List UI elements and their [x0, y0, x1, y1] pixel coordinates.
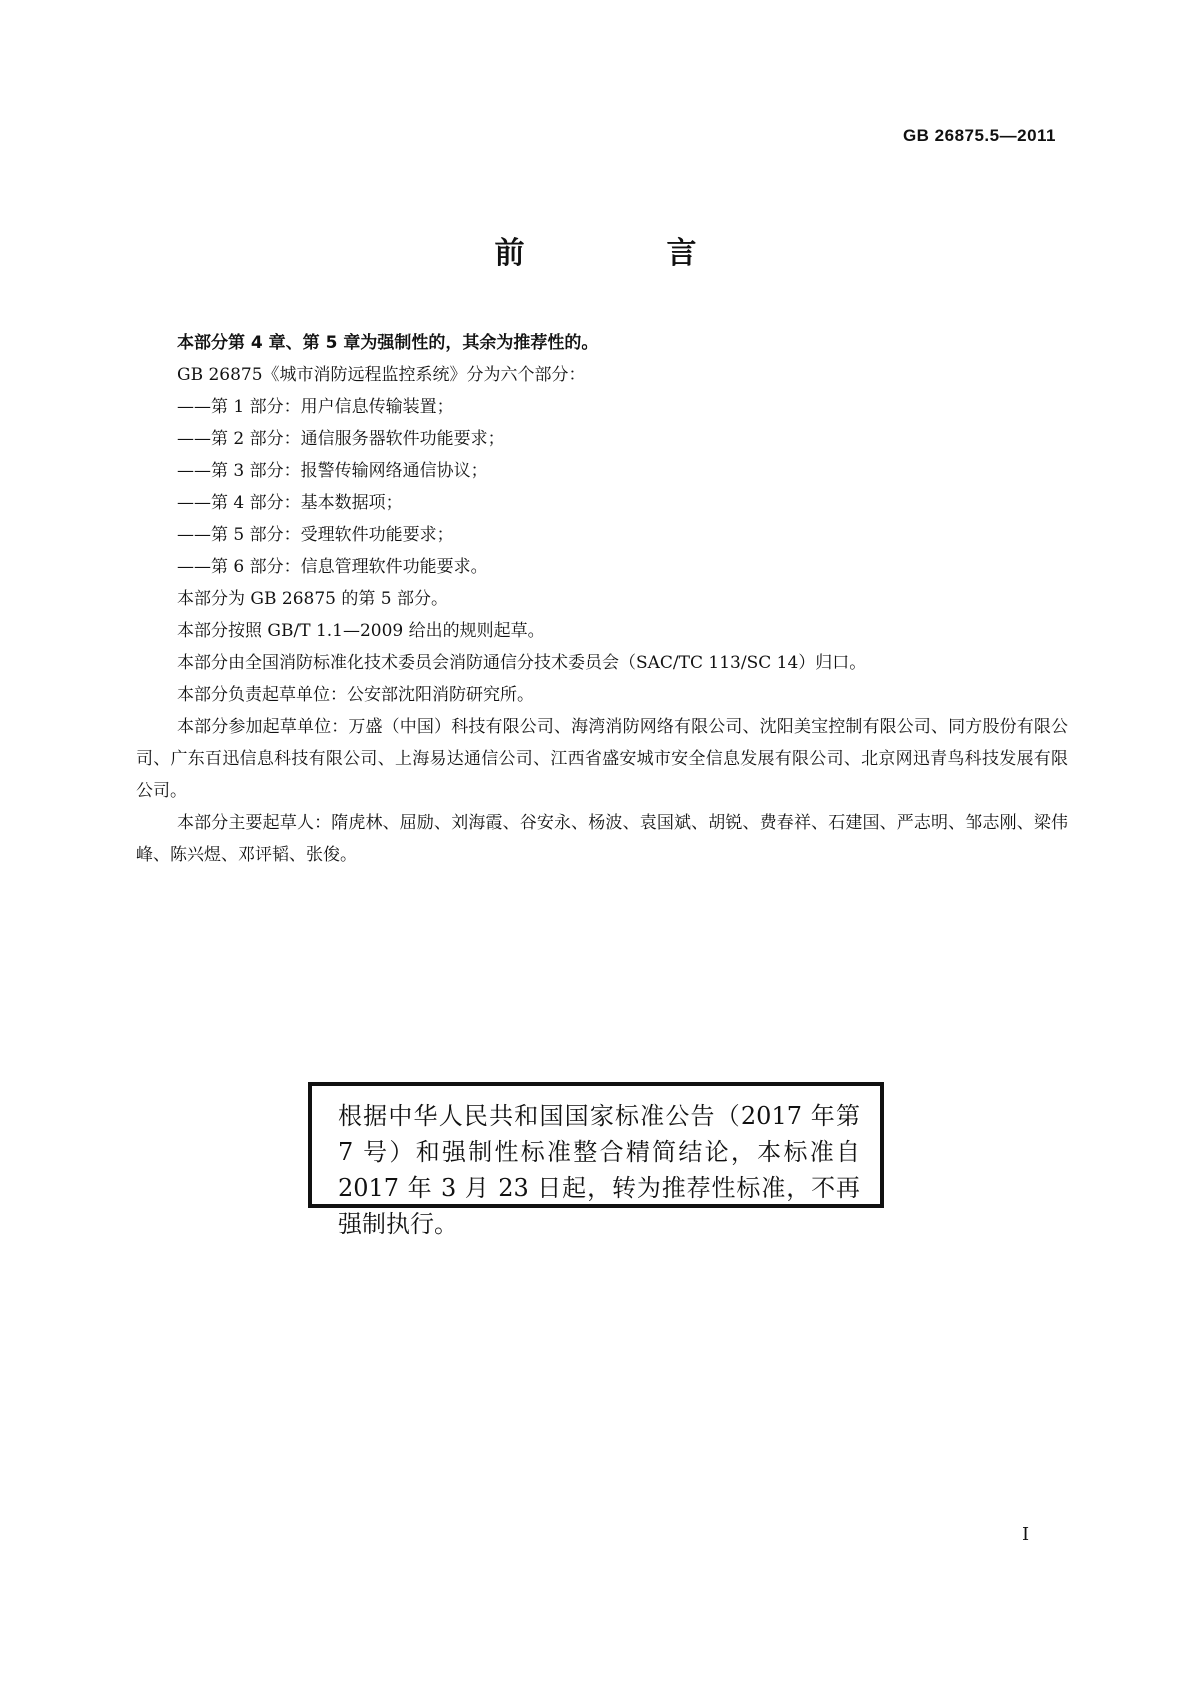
main-drafters: 本部分主要起草人：隋虎林、屈励、刘海霞、谷安永、杨波、袁国斌、胡锐、费春祥、石建国、严志明、邹志刚、梁伟峰、陈兴煜、邓评韬、张俊。	[136, 813, 1068, 865]
page-title: 前 言	[494, 236, 753, 271]
document-code: GB 26875.5—2011	[902, 126, 1056, 145]
series-intro: GB 26875《城市消防远程监控系统》分为六个部分：	[177, 365, 586, 385]
foreword-body	[136, 327, 1068, 871]
lead-drafter-unit: 本部分负责起草单位：公安部沈阳消防研究所。	[177, 685, 534, 705]
responsible-committee: 本部分由全国消防标准化技术委员会消防通信分技术委员会（SAC/TC 113/SC 14）归口。	[177, 653, 867, 673]
notice-box: 根据中华人民共和国国家标准公告（2017 年第 7 号）和强制性标准整合精简结论，本标准自 2017 年 3 月 23 日起，转为推荐性标准，不再强制执行。	[308, 1082, 884, 1208]
part-list-item: ——第 5 部分：受理软件功能要求；	[177, 525, 454, 545]
drafting-rules: 本部分按照 GB/T 1.1—2009 给出的规则起草。	[177, 621, 545, 641]
part-list-item: ——第 6 部分：信息管理软件功能要求。	[177, 557, 488, 577]
mandatory-statement: 本部分第 4 章、第 5 章为强制性的，其余为推荐性的。	[177, 333, 599, 353]
participating-units: 本部分参加起草单位：万盛（中国）科技有限公司、海湾消防网络有限公司、沈阳美宝控制有限公司、同方股份有限公司、广东百迅信息科技有限公司、上海易达通信公司、江西省盛安城市安全信息发展有限公司、北京网迅青鸟科技发展有限公司。	[136, 717, 1068, 801]
part-list-item: ——第 4 部分：基本数据项；	[177, 493, 403, 513]
part-list-item: ——第 3 部分：报警传输网络通信协议；	[177, 461, 488, 481]
part-statement: 本部分为 GB 26875 的第 5 部分。	[177, 589, 448, 609]
part-list-item: ——第 1 部分：用户信息传输装置；	[177, 397, 454, 417]
page-number: I	[1022, 1524, 1030, 1545]
part-list-item: ——第 2 部分：通信服务器软件功能要求；	[177, 429, 505, 449]
